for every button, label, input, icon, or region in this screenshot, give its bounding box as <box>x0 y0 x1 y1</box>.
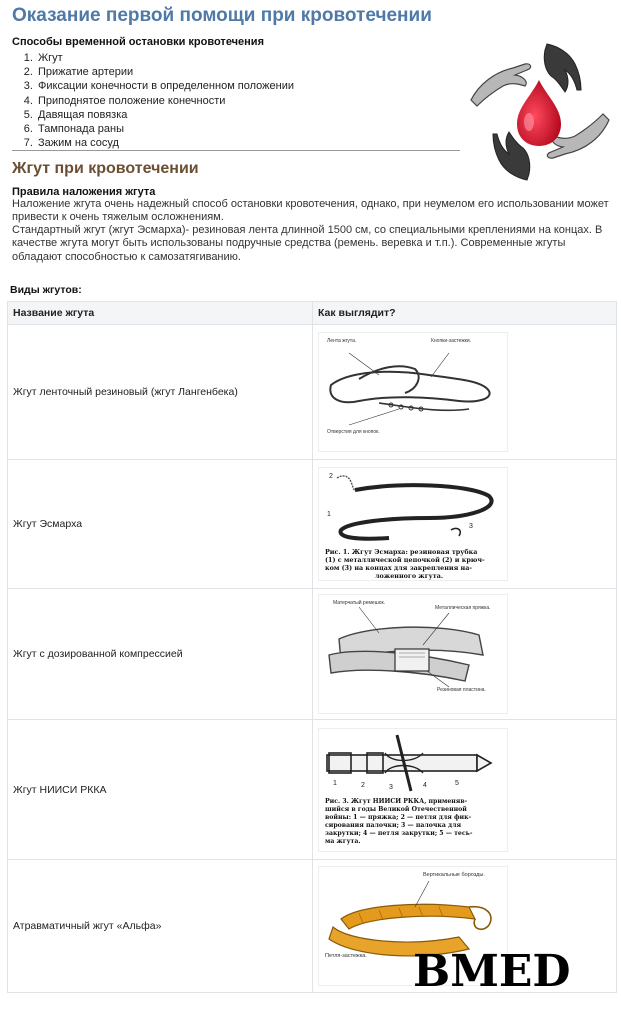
dosed-compression-tourniquet-image <box>318 594 508 714</box>
hands-blood-drop-icon <box>465 42 613 182</box>
table-row <box>8 589 617 720</box>
image-caption-line: Рис. 3. Жгут НИИСИ РККА, применяв- <box>325 797 468 805</box>
image-caption-line: Рис. 1. Жгут Эсмарха: резиновая трубка <box>325 548 478 556</box>
image-label: Отверстия для кнопок. <box>327 429 380 435</box>
bmed-watermark-logo: BMED <box>413 946 571 997</box>
tourniquet-name: Атравматичный жгут «Альфа» <box>8 860 313 993</box>
method-item: 4. Приподнятое положение конечности <box>36 94 294 108</box>
part-number: 2 <box>361 781 365 789</box>
tourniquet-name: Жгут с дозированной компрессией <box>8 589 313 720</box>
column-header-name: Название жгута <box>8 302 313 325</box>
table-row <box>8 720 617 860</box>
image-label: Резиновая пластина. <box>437 687 486 693</box>
niisi-rkka-tourniquet-image <box>318 728 508 852</box>
rubber-band-tourniquet-icon <box>319 333 507 451</box>
image-caption-line: ком (3) на концах для закрепления на- <box>325 564 473 572</box>
tourniquet-name: Жгут Эсмарха <box>8 460 313 589</box>
image-label: Кнопки-застежки. <box>431 338 472 344</box>
method-item: 6. Тампонада раны <box>36 122 294 136</box>
image-caption-line: шийся в годы Великой Отечественной <box>325 805 467 813</box>
paragraph-1: Наложение жгута очень надежный способ остановки кровотечения, однако, при неумелом его использовании может привести к очень тяжелым осложнениям. <box>12 198 609 224</box>
section-divider <box>12 150 460 151</box>
table-row <box>8 460 617 589</box>
tourniquet-image-cell <box>313 720 617 860</box>
niisi-tourniquet-icon <box>319 729 507 851</box>
column-header-look: Как выглядит? <box>313 302 617 325</box>
tourniquet-image-cell <box>313 589 617 720</box>
method-item: 2. Прижатие артерии <box>36 65 294 79</box>
esmarch-tourniquet-image <box>318 467 508 581</box>
tourniquet-name: Жгут НИИСИ РККА <box>8 720 313 860</box>
esmarch-tube-icon <box>319 468 507 580</box>
image-label: Петля-застежка. <box>325 953 367 959</box>
tourniquet-image-cell <box>313 325 617 460</box>
kinds-label: Виды жгутов: <box>10 284 82 296</box>
image-caption-line: войны: 1 — пряжка; 2 — петля для фик- <box>325 813 472 821</box>
part-number: 2 <box>329 473 333 480</box>
part-number: 1 <box>327 511 331 518</box>
image-caption-line: (1) с металлической цепочкой (2) и крюч- <box>325 556 485 564</box>
part-number: 3 <box>469 523 473 530</box>
method-item: 5. Давящая повязка <box>36 108 294 122</box>
image-caption-line: ложенного жгута. <box>375 572 444 580</box>
page-title: Оказание первой помощи при кровотечении <box>12 5 432 26</box>
table-header-row <box>8 302 617 325</box>
part-number: 1 <box>333 779 337 787</box>
image-caption-line: ма жгута. <box>325 837 361 845</box>
method-item: 1. Жгут <box>36 51 294 65</box>
tourniquet-table <box>7 301 617 993</box>
paragraph-2: Стандартный жгут (жгут Эсмарха)- резиновая лента длинной 1500 см, со специальными креплениями на концах. В качестве жгута могут быть использованы подручные средства (ремень. веревка и т.п.). Современные жгуты обладают способностью к самозатягиванию. <box>12 224 603 263</box>
table-row <box>8 325 617 460</box>
methods-list <box>18 51 294 150</box>
image-label: Лента жгута. <box>327 338 357 344</box>
compression-tourniquet-icon <box>319 595 507 713</box>
section-title: Жгут при кровотечении <box>12 160 199 177</box>
hands-blood-drop-illustration <box>465 42 613 182</box>
method-item: 7. Зажим на сосуд <box>36 136 294 150</box>
image-caption-line: закрутки; 4 — петля закрутки; 5 — тесь- <box>325 829 473 837</box>
part-number: 4 <box>423 781 427 789</box>
tourniquet-name: Жгут ленточный резиновый (жгут Лангенбека) <box>8 325 313 460</box>
rules-heading: Правила наложения жгута <box>12 186 156 198</box>
image-label: Металлическая пряжка. <box>435 605 491 611</box>
part-number: 5 <box>455 779 459 787</box>
tourniquet-image-cell <box>313 460 617 589</box>
part-number: 3 <box>389 783 393 791</box>
image-label: Вертикальные борозды. <box>423 872 485 878</box>
image-label: Матерчатый ремешок. <box>333 600 386 606</box>
method-item: 3. Фиксации конечности в определенном положении <box>36 79 294 93</box>
image-caption-line: сирования палочки; 3 — палочка для <box>325 821 462 829</box>
langenbeck-tourniquet-image <box>318 332 508 452</box>
methods-heading: Способы временной остановки кровотечения <box>12 36 264 48</box>
